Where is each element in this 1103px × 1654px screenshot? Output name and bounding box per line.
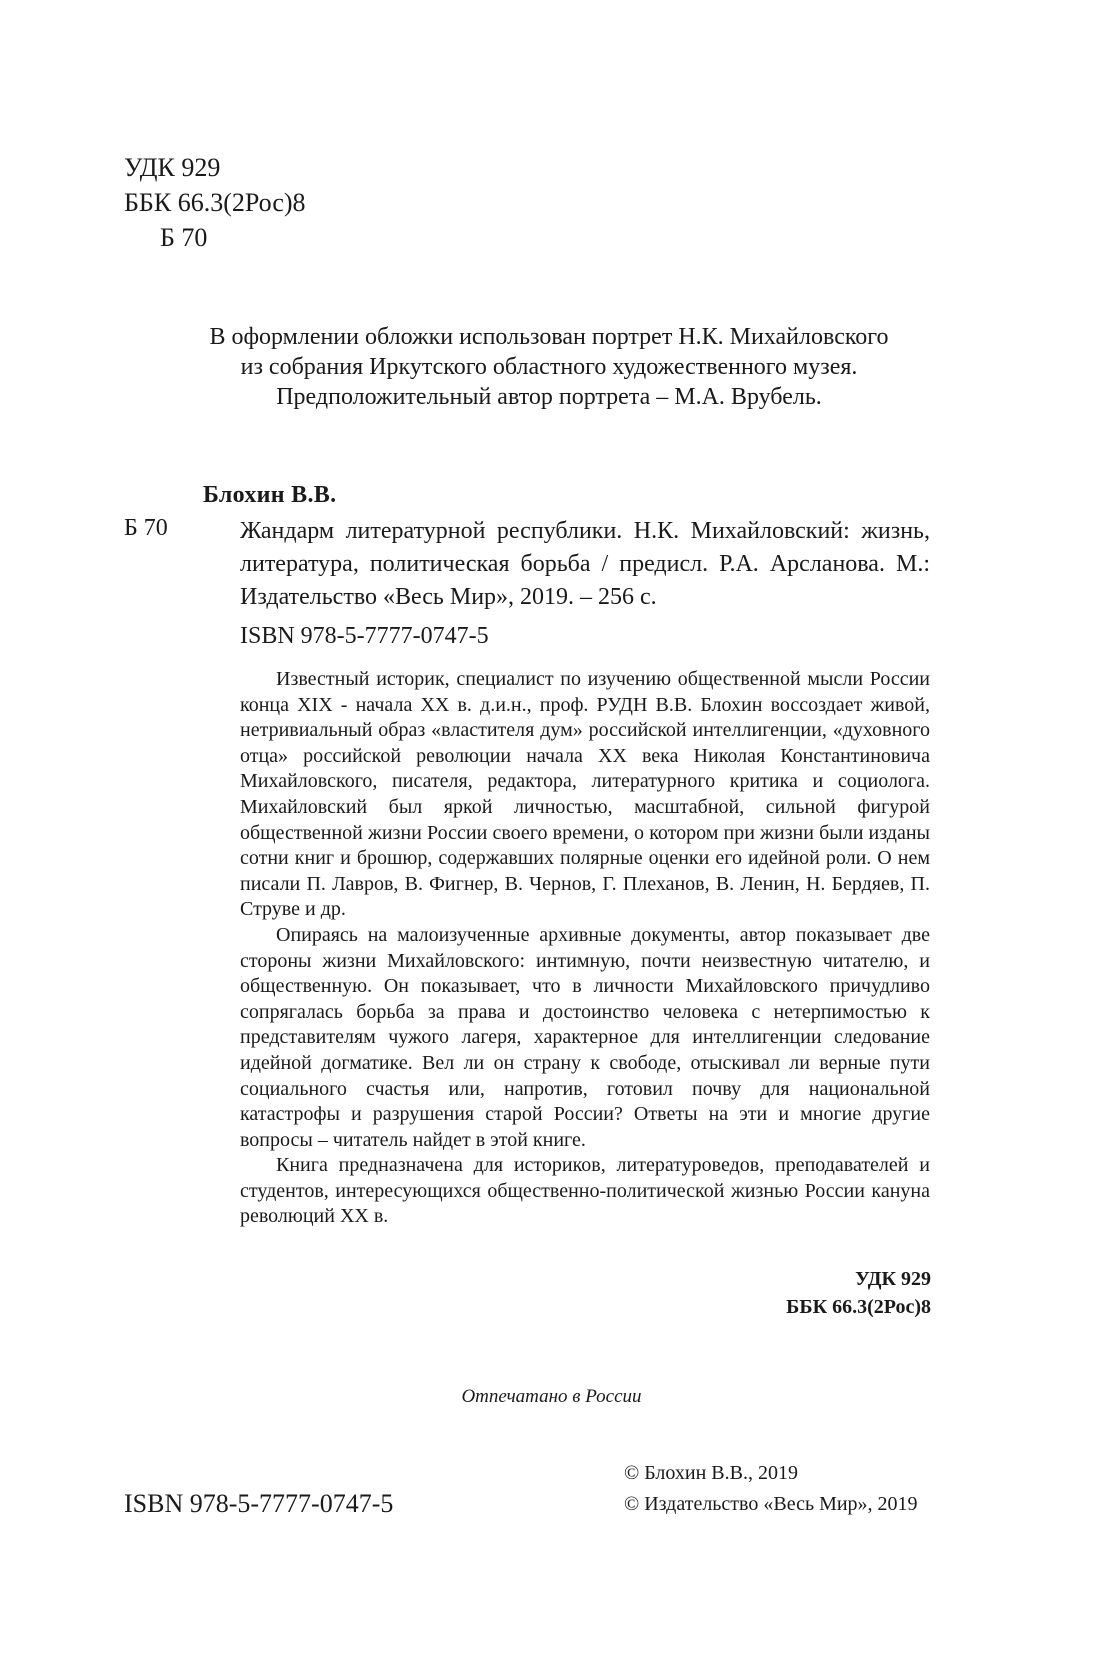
isbn-footer: ISBN 978-5-7777-0747-5 [124, 1489, 394, 1518]
cover-note-line: Предположительный автор портрета – М.А. Врубель. [276, 384, 822, 410]
udk-code-bottom: УДК 929 [855, 1268, 931, 1290]
annotation-paragraph: Известный историк, специалист по изучению общественной мысли России конца XIX - начала XX в. д.и.н., проф. РУДН В.В. Блохин воссоздает живой, нетривиальный образ «властителя дум» российской интеллигенции, «духовного отца» российской революции начала XX века Николая Константиновича Михайловского, писателя, редактора, литературного критика и социолога. Михайловский был яркой личностью, масштабной, сильной фигурой общественной жизни России своего времени, о котором при жизни были изданы сотни книг и брошюр, содержавших полярные оценки его идейной роли. О нем писали П. Лавров, В. Фигнер, В. Чернов, Г. Плеханов, В. Ленин, Н. Бердяев, П. Струве и др. [240, 668, 930, 921]
bbk-code: ББК 66.3(2Рос)8 [124, 188, 306, 217]
annotation-paragraph: Книга предназначена для историков, литературоведов, преподавателей и студентов, интересующихся общественно-политической жизнью России кануна революций XX в. [240, 1154, 930, 1228]
copyright-publisher: © Издательство «Весь Мир», 2019 [624, 1493, 918, 1515]
classification-codes [124, 150, 306, 255]
bibliographic-description: Жандарм литературной республики. Н.К. Михайловский: жизнь, литература, политическая борьба / предисл. Р.А. Арсланова. М.: Издательство «Весь Мир», 2019. – 256 с. [240, 518, 930, 610]
cover-note-line: из собрания Иркутского областного художественного музея. [240, 354, 858, 380]
isbn-entry: ISBN 978-5-7777-0747-5 [240, 623, 489, 649]
annotation [240, 667, 930, 1230]
udk-code: УДК 929 [124, 153, 221, 182]
classification-codes-bottom [786, 1265, 931, 1321]
copyright-author: © Блохин В.В., 2019 [624, 1462, 798, 1484]
annotation-paragraph: Опираясь на малоизученные архивные документы, автор показывает две стороны жизни Михайловского: интимную, почти неизвестную читателю, и общественную. Он показывает, что в личности Михайловского причудливо сопрягалась борьба за права и достоинство человека с нетерпимостью к представителям чужого лагеря, характерное для интеллигенции следование идейной догматике. Вел ли он страну к свободе, отыскивал ли верные пути социального счастья или, напротив, готовил почву для национальной катастрофы и разрушения старой России? Ответы на эти и многие другие вопросы – читатель найдет в этой книге. [240, 923, 930, 1151]
book-author: Блохин В.В. [203, 482, 337, 508]
copyright-block [624, 1458, 918, 1520]
cover-note [120, 322, 978, 412]
bbk-code-bottom: ББК 66.3(2Рос)8 [786, 1296, 931, 1318]
bibliographic-code: Б 70 [124, 515, 168, 541]
author-code: Б 70 [160, 223, 208, 252]
cover-note-line: В оформлении обложки использован портрет Н.К. Михайловского [209, 324, 889, 350]
printed-in-note: Отпечатано в России [461, 1386, 642, 1407]
